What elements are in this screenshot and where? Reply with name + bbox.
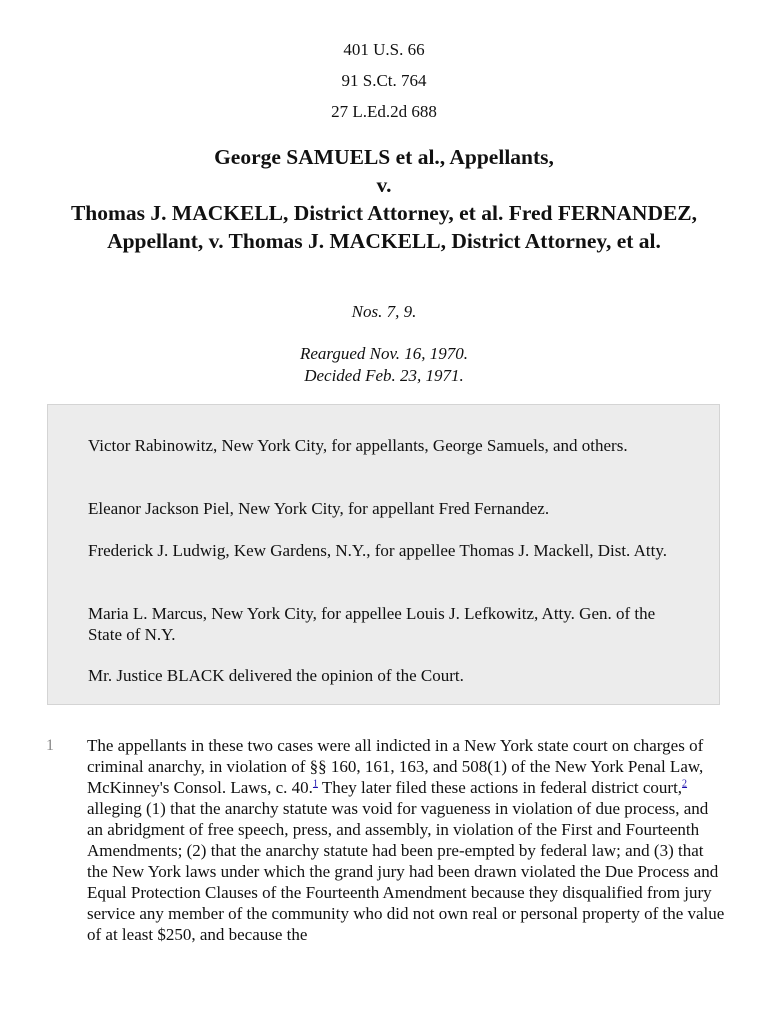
reargued-date: Reargued Nov. 16, 1970.: [299, 344, 469, 363]
opinion-author: Mr. Justice BLACK delivered the opinion of the Court.: [88, 666, 464, 685]
citation-sct: 91 S.Ct. 764: [341, 71, 427, 90]
decided-date: Decided Feb. 23, 1971.: [304, 366, 464, 385]
docket-numbers: Nos. 7, 9.: [351, 302, 417, 321]
caption-versus: v.: [376, 173, 392, 197]
footnote-link-2[interactable]: 2: [682, 778, 688, 790]
paragraph-text-2: They later filed these actions in federal district court,: [317, 778, 683, 797]
opinion-paragraph: [87, 735, 727, 945]
footnote-link-1[interactable]: 1: [312, 778, 318, 790]
citation-us: 401 U.S. 66: [343, 40, 425, 59]
counsel-appellee-mackell: Frederick J. Ludwig, Kew Gardens, N.Y., for appellee Thomas J. Mackell, Dist. Atty.: [88, 541, 667, 560]
counsel-appellants-samuels: Victor Rabinowitz, New York City, for appellants, George Samuels, and others.: [88, 436, 628, 455]
paragraph-number: 1: [46, 737, 54, 754]
counsel-appellant-fernandez: Eleanor Jackson Piel, New York City, for appellant Fred Fernandez.: [88, 499, 550, 518]
caption-appellants: George SAMUELS et al., Appellants,: [214, 145, 554, 169]
paragraph-text-3: alleging (1) that the anarchy statute was void for vagueness in violation of due process, and an abridgment of free speech, press, and assembly, in violation of the First and Fourteenth Amendments; (2) that the anarchy statute had been pre-empted by federal law; and (3) that the New York laws under which the grand jury had been drawn violated the Due Process and Equal Protection Clauses of the Fourteenth Amendment because they disqualified from jury service any member of the community who did not own real or personal property of the value of at least $250, and because the: [87, 799, 725, 944]
case-caption: [40, 143, 728, 255]
citation-led: 27 L.Ed.2d 688: [331, 102, 437, 121]
caption-appellees: Thomas J. MACKELL, District Attorney, et al. Fred FERNANDEZ, Appellant, v. Thomas J. MACKELL, District Attorney, et al.: [70, 201, 698, 253]
paragraph-text-1: The appellants in these two cases were all indicted in a New York state court on charges of criminal anarchy, in violation of §§ 160, 161, 163, and 508(1) of the New York Penal Law, McKinney's Consol. Laws, c. 40.: [87, 736, 704, 797]
counsel-appellee-lefkowitz: Maria L. Marcus, New York City, for appellee Louis J. Lefkowitz, Atty. Gen. of the State of N.Y.: [88, 604, 656, 644]
case-dates: [0, 343, 768, 387]
counsel-box: [47, 404, 720, 705]
citations: [0, 34, 768, 127]
